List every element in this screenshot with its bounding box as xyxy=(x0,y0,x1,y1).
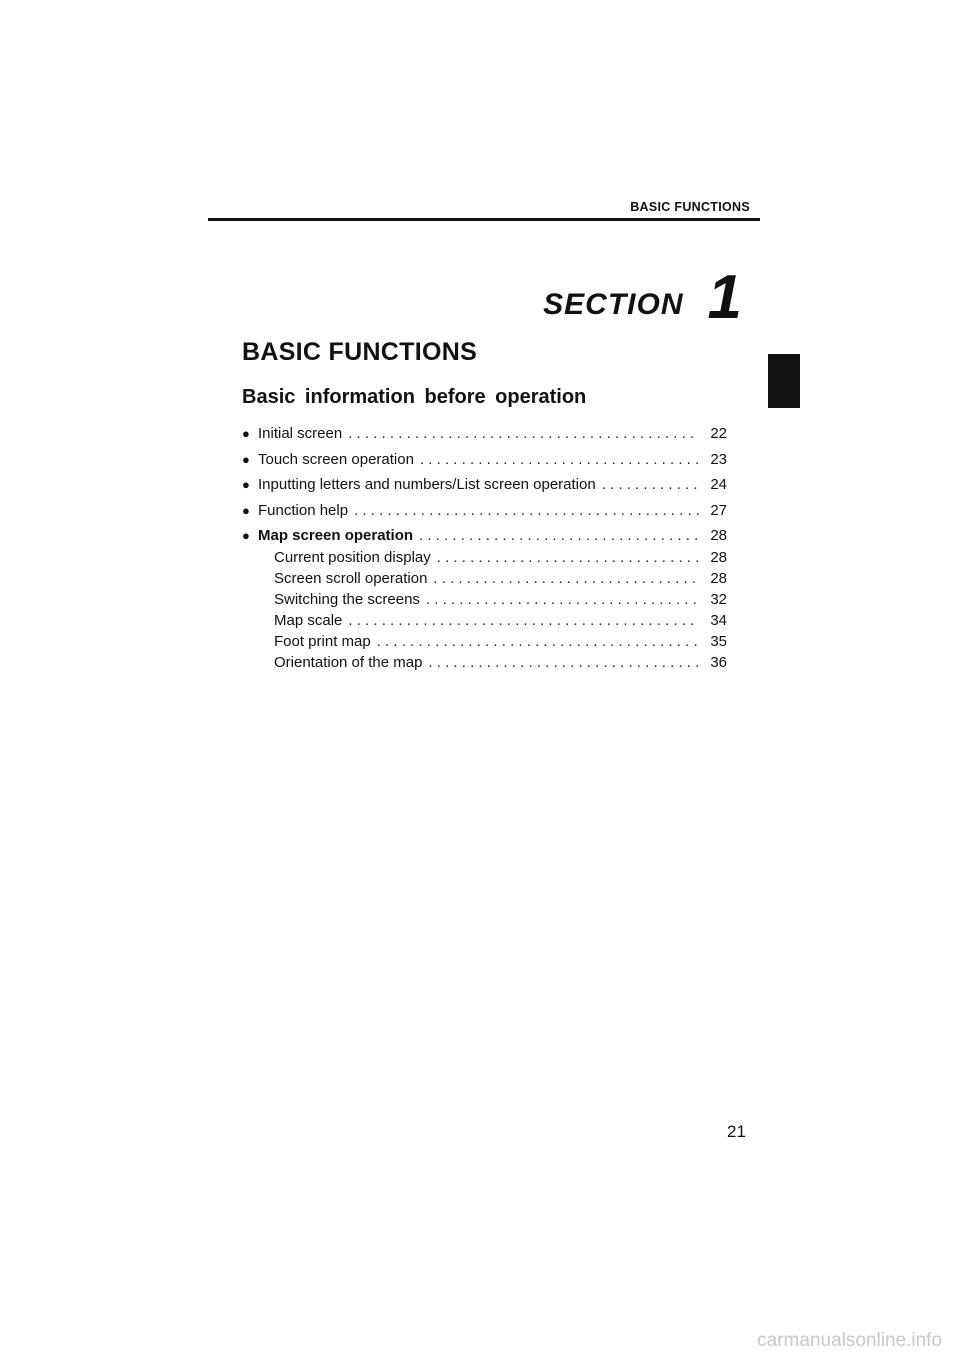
dot-leader xyxy=(354,502,699,519)
toc-entry-page: 23 xyxy=(710,450,727,468)
toc-entry-page: 27 xyxy=(710,501,727,519)
toc-subentry-label: Screen scroll operation xyxy=(274,570,428,587)
toc-subentry[interactable] xyxy=(242,654,727,675)
table-of-contents xyxy=(242,425,727,675)
toc-entry[interactable] xyxy=(242,527,727,549)
toc-subentry-page: 28 xyxy=(710,570,727,587)
dot-leader xyxy=(426,591,699,608)
page-subtitle: Basic information before operation xyxy=(242,386,587,408)
toc-entry-label: Inputting letters and numbers/List screen operation xyxy=(258,476,596,493)
toc-entry-label: Function help xyxy=(258,501,349,519)
toc-subentry-label: Map scale xyxy=(274,612,343,629)
header-rule xyxy=(208,218,760,221)
toc-entry[interactable] xyxy=(242,451,727,477)
dot-leader xyxy=(348,425,699,442)
toc-subentry-page: 36 xyxy=(710,654,727,671)
dot-leader xyxy=(433,570,699,587)
toc-subentry[interactable] xyxy=(242,612,727,633)
bullet-icon: ● xyxy=(242,528,250,543)
toc-entry-label: Touch screen operation xyxy=(258,450,414,468)
toc-entry[interactable] xyxy=(242,425,727,451)
running-header: BASIC FUNCTIONS xyxy=(630,200,750,214)
toc-entry[interactable] xyxy=(242,502,727,528)
page-number: 21 xyxy=(727,1122,746,1141)
section-word: SECTION xyxy=(543,288,684,321)
toc-entry-label: Initial screen xyxy=(258,425,343,442)
toc-entry-label: Map screen operation xyxy=(258,527,414,544)
dot-leader xyxy=(377,633,699,650)
dot-leader xyxy=(420,451,699,468)
section-thumb-tab xyxy=(768,354,800,408)
toc-subentry-label: Foot print map xyxy=(274,633,371,650)
dot-leader xyxy=(419,527,699,544)
toc-subentry[interactable] xyxy=(242,570,727,591)
bullet-icon: ● xyxy=(242,426,250,441)
toc-subentry-label: Current position display xyxy=(274,549,431,566)
section-number: 1 xyxy=(707,263,742,332)
dot-leader xyxy=(428,654,699,671)
watermark: carmanualsonline.info xyxy=(757,1330,942,1351)
dot-leader xyxy=(602,476,699,493)
bullet-icon: ● xyxy=(242,502,250,518)
toc-entry-page: 22 xyxy=(710,425,727,442)
page-title: BASIC FUNCTIONS xyxy=(242,338,478,366)
toc-subentry-label: Switching the screens xyxy=(274,591,420,608)
toc-subentry-page: 32 xyxy=(710,591,727,608)
toc-subentry-page: 28 xyxy=(710,549,727,566)
toc-entry-page: 24 xyxy=(710,476,727,493)
dot-leader xyxy=(437,549,699,566)
toc-entry-page: 28 xyxy=(710,527,727,544)
toc-subentry-page: 34 xyxy=(710,612,727,629)
toc-subentry-label: Orientation of the map xyxy=(274,654,423,671)
toc-entry[interactable] xyxy=(242,476,727,502)
bullet-icon: ● xyxy=(242,451,250,467)
dot-leader xyxy=(348,612,699,629)
section-marker xyxy=(543,263,742,332)
bullet-icon: ● xyxy=(242,477,250,492)
toc-subentry-page: 35 xyxy=(710,633,727,650)
toc-subentry[interactable] xyxy=(242,591,727,612)
toc-subentry[interactable] xyxy=(242,633,727,654)
toc-subentry[interactable] xyxy=(242,549,727,570)
